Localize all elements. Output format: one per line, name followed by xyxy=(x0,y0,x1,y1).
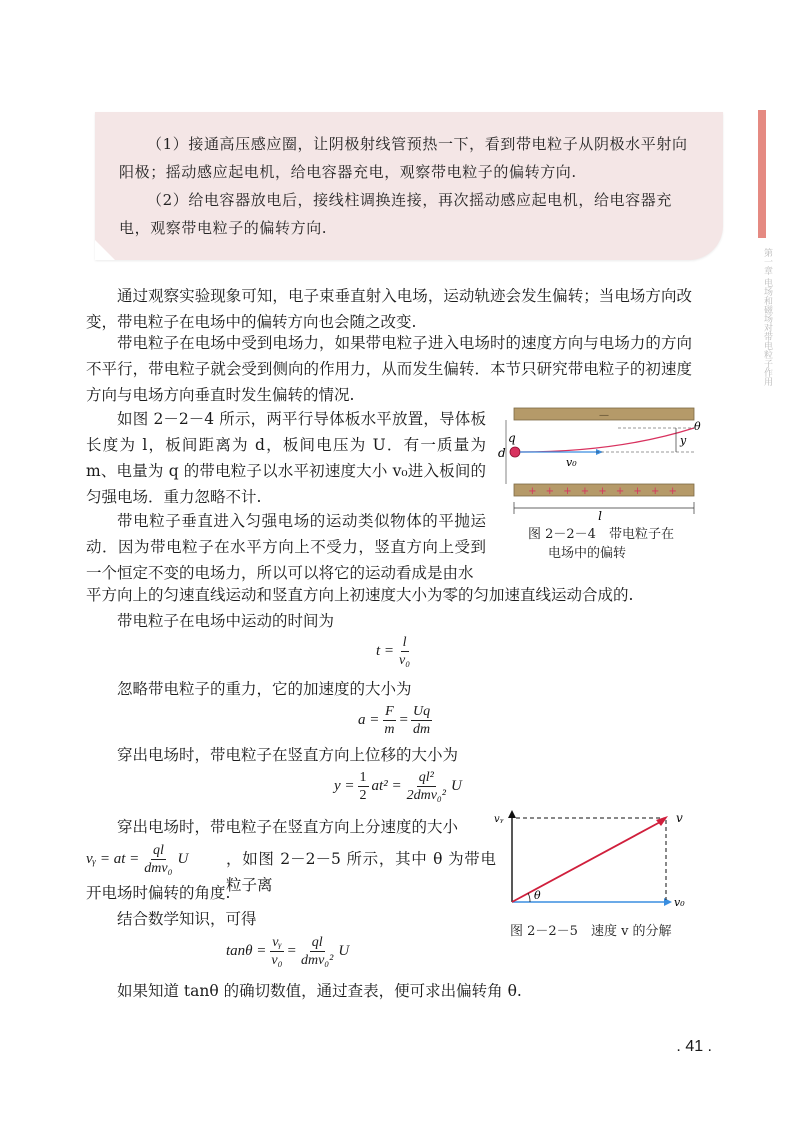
label-v0: v₀ xyxy=(674,896,685,909)
figure-2-2-4 xyxy=(498,402,708,522)
paragraph-3: 如图 2－2－4 所示，两平行导体板水平放置，导体板长度为 l，板间距离为 d，板间电压为 U．有一质量为 m、电量为 q 的带电粒子以水平初速度大小 v₀进入板间的匀强电场．重力忽略不计. xyxy=(86,410,486,506)
formula-time-fraction xyxy=(397,634,412,669)
label-v: v xyxy=(676,811,683,825)
label-q: q xyxy=(508,431,516,445)
formula-vy-num: ql xyxy=(152,843,164,858)
formula-vy-tail: U xyxy=(177,851,189,867)
experiment-step-2: （2）给电容器放电后，接线柱调换连接，再次摇动感应起电机，给电容器充电，观察带电粒子的偏转方向. xyxy=(119,191,672,237)
figure-224-caption-line2: 电场中的偏转 xyxy=(548,546,627,561)
formula-y-den-1: 2 xyxy=(359,788,367,803)
paragraph-8a: 穿出电场时，带电粒子在竖直方向上分速度的大小 xyxy=(117,818,459,836)
chapter-side-label: 第一章 电场和磁场对带电粒子作用 xyxy=(762,248,772,386)
label-v0: v₀ xyxy=(566,456,577,469)
paragraph-7: 穿出电场时，带电粒子在竖直方向上位移的大小为 xyxy=(117,746,459,764)
paragraph-5: 带电粒子在电场中运动的时间为 xyxy=(117,612,335,630)
formula-acc-den-2: dm xyxy=(412,722,431,737)
vy-arrowhead xyxy=(508,810,516,818)
page-number: . 41 . xyxy=(676,1038,712,1055)
formula-tan xyxy=(226,934,349,969)
label-vy: vᵧ xyxy=(494,814,504,825)
negative-sign: — xyxy=(599,410,609,421)
formula-tan-frac-1 xyxy=(269,934,284,969)
label-d: d xyxy=(498,446,506,460)
paragraph-8b: ，如图 2－2－5 所示，其中 θ 为带电粒子离 xyxy=(226,850,496,894)
formula-time-num: l xyxy=(402,635,407,650)
formula-time xyxy=(376,634,415,669)
formula-vy-den: dmv₀ xyxy=(144,861,173,876)
formula-vy-frac xyxy=(142,842,174,877)
figure-2-2-5 xyxy=(492,806,692,912)
formula-y-frac-1 xyxy=(358,769,369,804)
formula-acc-frac-2 xyxy=(411,703,432,738)
label-y: y xyxy=(680,434,687,447)
formula-tan-den-1: v₀ xyxy=(271,953,283,968)
paragraph-9: 结合数学知识，可得 xyxy=(117,910,257,928)
formula-acc-num-1: F xyxy=(385,704,394,719)
formula-displacement xyxy=(334,769,462,804)
label-theta: θ xyxy=(694,420,701,433)
formula-y-num-1: 1 xyxy=(359,770,367,785)
formula-acc-eq: = xyxy=(399,712,408,728)
label-theta: θ xyxy=(534,889,541,902)
charged-particle xyxy=(510,447,520,457)
formula-acc-lhs: a = xyxy=(358,712,380,728)
formula-tan-eq: = xyxy=(287,943,296,959)
formula-vy-lhs: vᵧ = at = xyxy=(86,851,140,867)
label-l: l xyxy=(598,509,602,522)
paragraph-6: 忽略带电粒子的重力，它的加速度的大小为 xyxy=(117,680,412,698)
formula-time-den: v₀ xyxy=(399,653,411,668)
box-fold-corner xyxy=(95,240,115,260)
formula-acc-den-1: m xyxy=(384,722,395,737)
paragraph-8c: 开电场时偏转的角度. xyxy=(86,884,231,902)
formula-y-mid: at² = xyxy=(371,778,402,794)
formula-tan-num-1: vᵧ xyxy=(272,935,282,950)
figure-224-caption-line1: 图 2－2－4 带电粒子在 xyxy=(528,527,674,542)
formula-tan-tail: U xyxy=(338,943,350,959)
theta-arc xyxy=(528,893,530,902)
formula-y-frac-2 xyxy=(405,769,448,804)
positive-signs: + + + + + + + + + xyxy=(528,486,680,497)
formula-time-lhs: t = xyxy=(376,643,395,659)
formula-y-tail: U xyxy=(450,778,462,794)
trajectory-curve xyxy=(520,428,694,452)
formula-acc-frac-1 xyxy=(382,703,396,738)
formula-y-num-2: ql² xyxy=(418,770,434,785)
experiment-box xyxy=(95,112,723,260)
v0-axis-arrowhead xyxy=(664,898,672,906)
paragraph-2: 带电粒子在电场中受到电场力，如果带电粒子进入电场时的速度方向与电场力的方向不平行，带电粒子就会受到侧向的作用力，从而发生偏转．本节只研究带电粒子的初速度方向与电场方向垂直时发生偏转的情况. xyxy=(86,334,692,404)
formula-y-lhs: y = xyxy=(334,778,355,794)
paragraph-4b: 平方向上的匀速直线运动和竖直方向上初速度大小为零的匀加速直线运动合成的. xyxy=(86,586,634,604)
experiment-step-1: （1）接通高压感应圈，让阴极射线管预热一下，看到带电粒子从阴极水平射向阳极；摇动感应起电机，给电容器充电，观察带电粒子的偏转方向. xyxy=(119,135,688,181)
paragraph-10: 如果知道 tanθ 的确切数值，通过查表，便可求出偏转角 θ. xyxy=(117,982,522,1000)
figure-225-caption: 图 2－2－5 速度 v 的分解 xyxy=(510,924,672,939)
formula-vy xyxy=(86,842,188,877)
formula-tan-lhs: tanθ = xyxy=(226,943,267,959)
formula-tan-frac-2 xyxy=(299,934,335,969)
paragraph-1: 通过观察实验现象可知，电子束垂直射入电场，运动轨迹会发生偏转；当电场方向改变，带电粒子在电场中的偏转方向也会随之改变. xyxy=(86,287,692,331)
formula-acceleration xyxy=(358,703,435,738)
formula-acc-num-2: Uq xyxy=(412,704,431,719)
formula-tan-den-2: dmv₀² xyxy=(300,953,334,968)
formula-tan-num-2: ql xyxy=(311,935,323,950)
formula-y-den-2: 2dmv₀² xyxy=(406,788,446,803)
paragraph-4a: 带电粒子垂直进入匀强电场的运动类似物体的平抛运动．因为带电粒子在水平方向上不受力，竖直方向上受到一个恒定不变的电场力，所以可以将它的运动看成是由水 xyxy=(86,512,486,582)
chapter-side-tab xyxy=(758,110,766,238)
